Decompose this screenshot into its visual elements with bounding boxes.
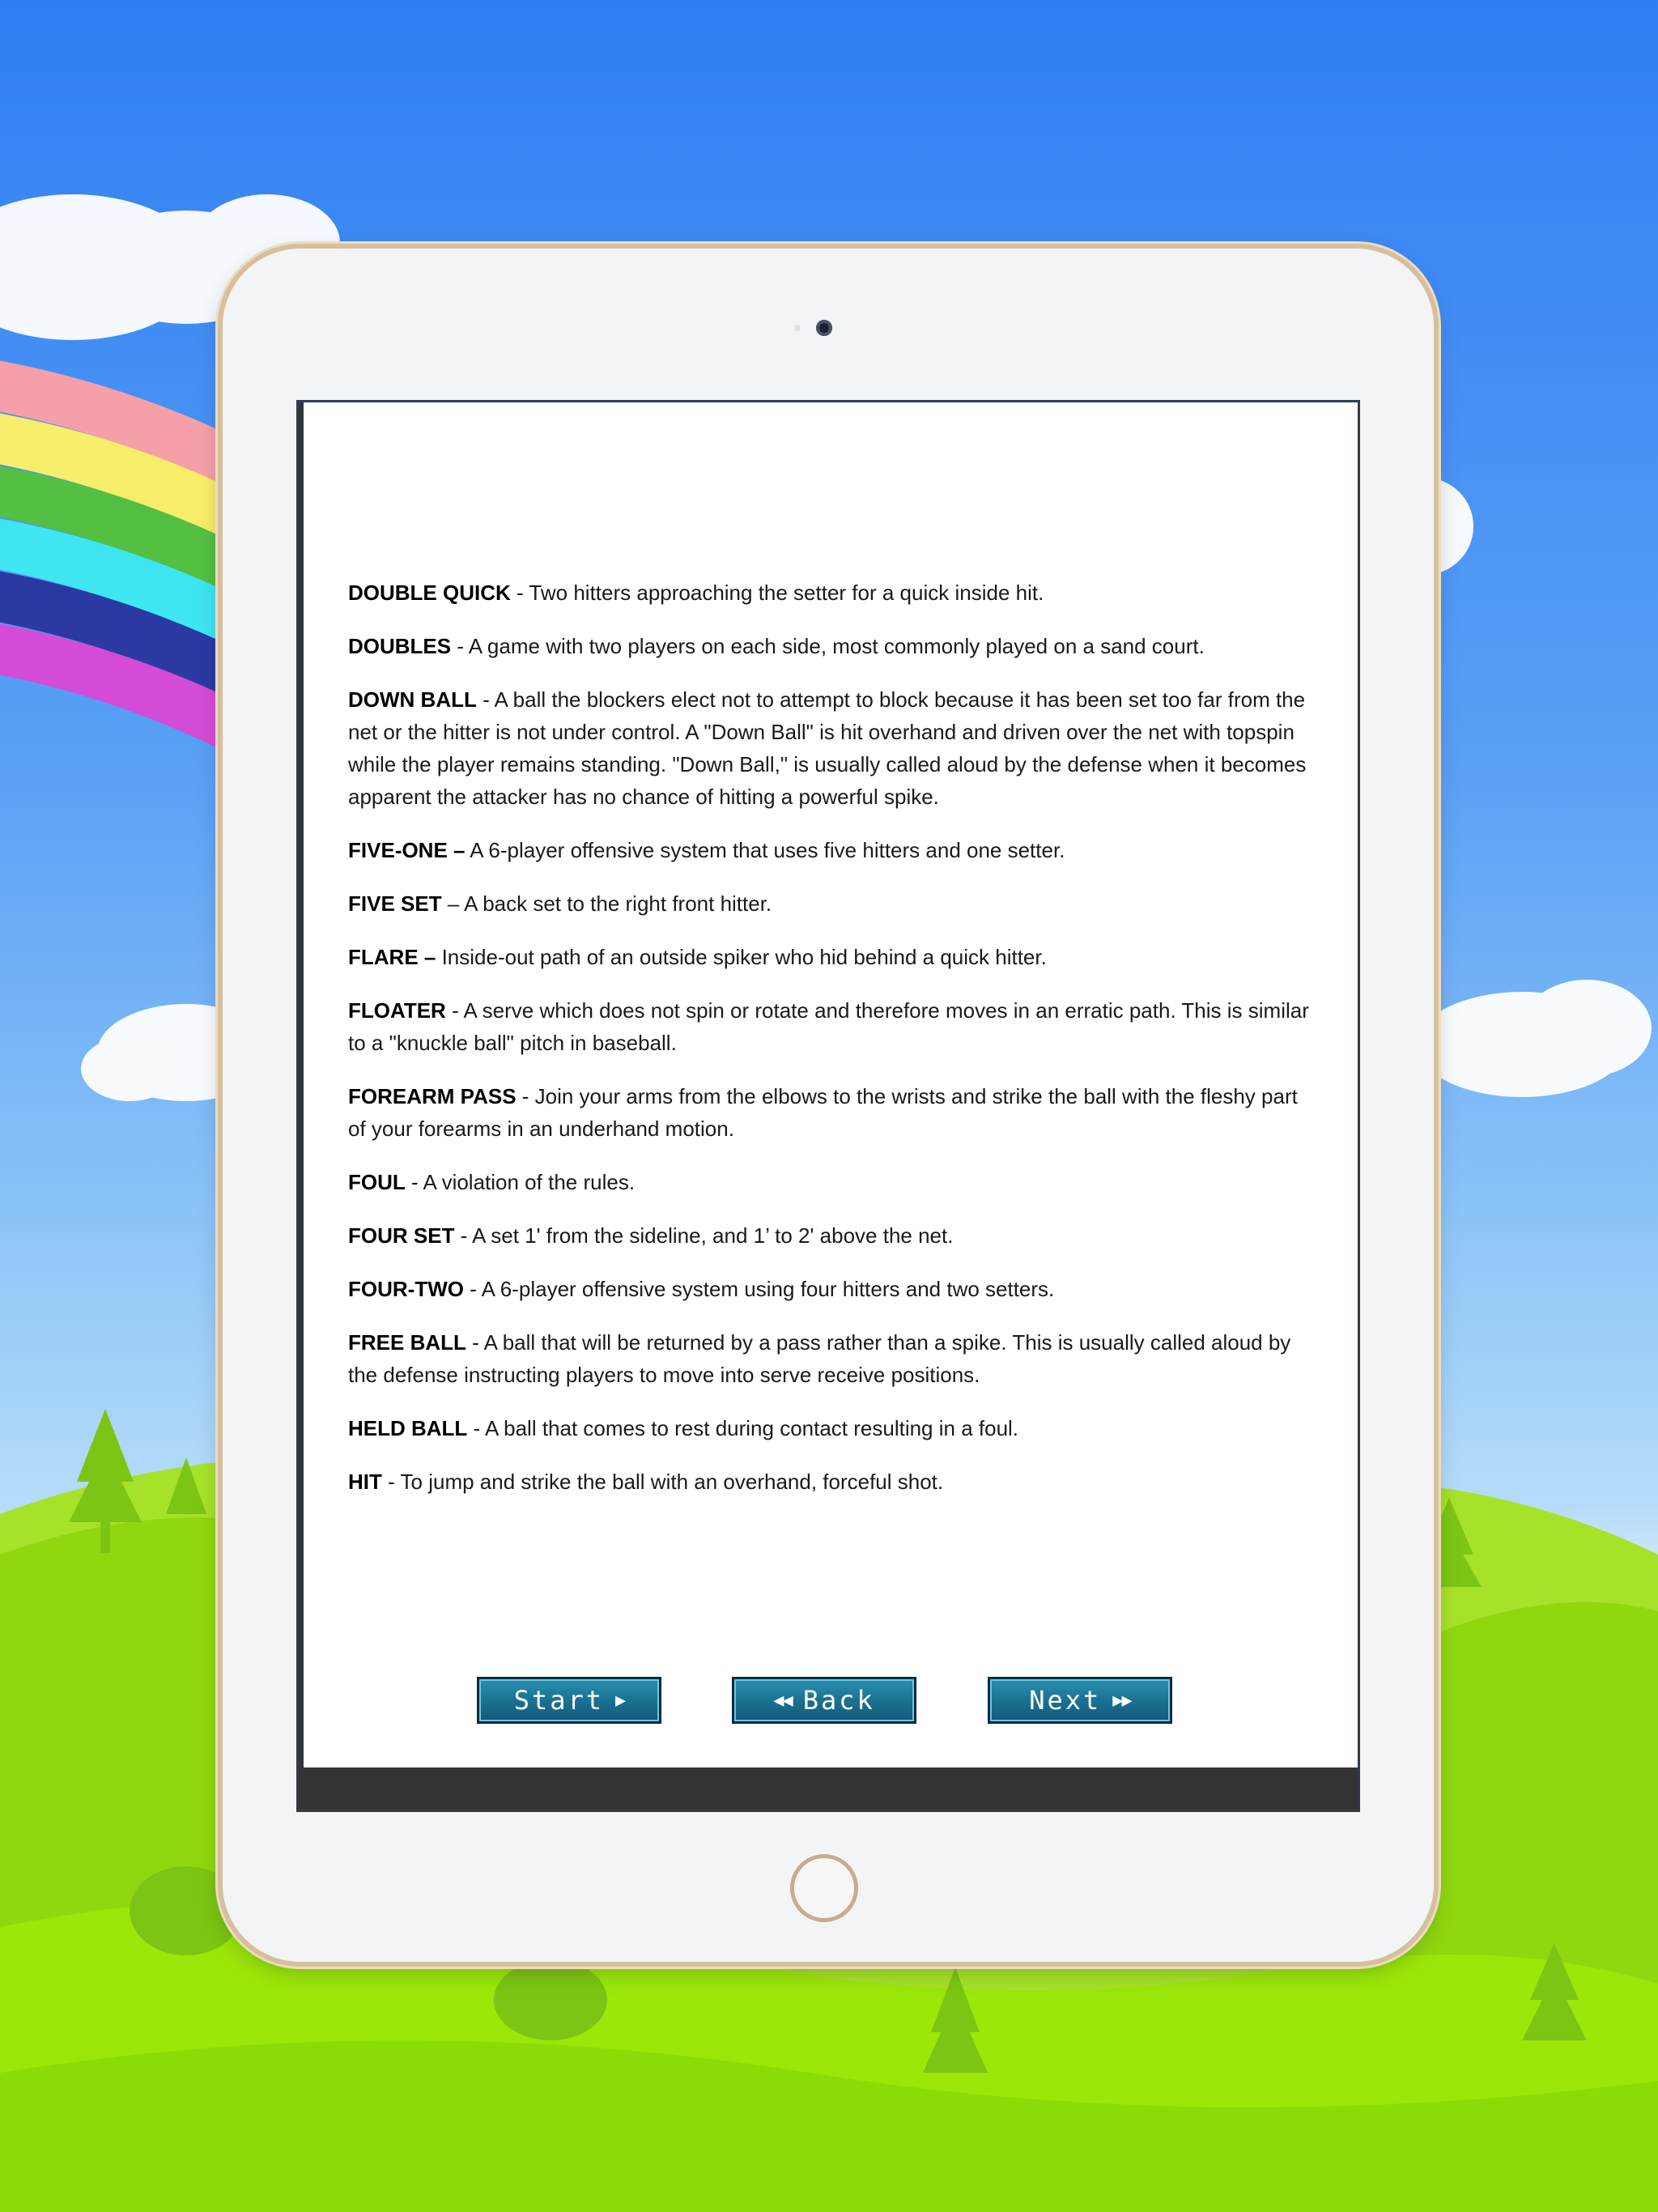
glossary-separator: - xyxy=(466,1330,484,1355)
glossary-definition: Two hitters approaching the setter for a quick inside hit. xyxy=(529,581,1044,605)
glossary-separator: - xyxy=(516,1084,535,1108)
glossary-term: DOUBLES xyxy=(348,634,452,658)
glossary-separator: - xyxy=(476,687,495,712)
glossary-definition: A 6-player offensive system using four hitters and two setters. xyxy=(481,1277,1055,1301)
glossary-definition: A set 1' from the sideline, and 1’ to 2' above the net. xyxy=(472,1223,954,1248)
glossary-definition: Join your arms from the elbows to the wrists and strike the ball with the fleshy part of your forearms in an underhand motion. xyxy=(348,1084,1298,1141)
glossary-term: DOWN BALL xyxy=(348,687,477,712)
rainbow xyxy=(0,381,259,741)
front-camera xyxy=(816,320,832,336)
glossary-definition: A violation of the rules. xyxy=(423,1170,636,1194)
glossary-term: FREE BALL xyxy=(348,1330,466,1355)
glossary-definition: A ball that comes to rest during contact resulting in a foul. xyxy=(485,1416,1019,1440)
glossary-entry xyxy=(348,576,1316,609)
glossary-term: FOREARM PASS xyxy=(348,1084,517,1108)
glossary-term: FLOATER xyxy=(348,998,446,1023)
start-button[interactable] xyxy=(477,1677,661,1724)
rewind-icon: ◀◀ xyxy=(773,1690,792,1711)
navigation-buttons xyxy=(299,1677,1358,1725)
glossary-term: DOUBLE QUICK xyxy=(348,581,511,605)
glossary-entry xyxy=(348,1219,1316,1252)
glossary-definition: A ball that will be returned by a pass rather than a spike. This is usually called aloud by the defense instructing players to move into serve receive positions. xyxy=(348,1330,1291,1387)
glossary-term: HELD BALL xyxy=(348,1416,468,1440)
glossary-separator xyxy=(436,945,441,969)
tablet-frame xyxy=(223,249,1434,1962)
glossary-entry xyxy=(348,887,1316,920)
glossary-term: HIT xyxy=(348,1470,382,1494)
glossary-entry xyxy=(348,683,1316,813)
glossary-entry xyxy=(348,1166,1316,1198)
glossary-term: FOUL xyxy=(348,1170,406,1194)
glossary-separator: - xyxy=(463,1277,482,1301)
glossary-definition: Inside-out path of an outside spiker who hid behind a quick hitter. xyxy=(441,945,1047,969)
glossary-term: FIVE SET xyxy=(348,891,442,916)
glossary-separator: – xyxy=(441,891,465,916)
play-icon: ▶ xyxy=(615,1690,625,1711)
sensor-dot xyxy=(794,325,801,331)
glossary-separator: - xyxy=(467,1416,485,1440)
glossary-definition: A serve which does not spin or rotate and therefore moves in an erratic path. This is similar to a "knuckle ball" pitch in baseball. xyxy=(348,998,1309,1055)
glossary-entry xyxy=(348,1412,1316,1444)
glossary-definition: A 6-player offensive system that uses five hitters and one setter. xyxy=(470,838,1065,862)
glossary-term: FLARE – xyxy=(348,945,436,969)
glossary-entry xyxy=(348,1465,1316,1498)
glossary-entry xyxy=(348,1080,1316,1145)
next-button-label: Next xyxy=(1029,1685,1102,1716)
glossary-term: FOUR-TWO xyxy=(348,1277,464,1301)
glossary-separator: - xyxy=(381,1470,401,1494)
glossary-entry xyxy=(348,630,1316,662)
glossary-list xyxy=(348,576,1316,1519)
glossary-separator: - xyxy=(405,1170,423,1194)
glossary-term: FIVE-ONE – xyxy=(348,838,466,862)
start-button-label: Start xyxy=(513,1685,605,1716)
home-button[interactable] xyxy=(790,1854,858,1922)
back-button-label: Back xyxy=(802,1685,875,1716)
glossary-entry xyxy=(348,994,1316,1059)
glossary-separator: - xyxy=(451,634,469,658)
tablet-screen xyxy=(296,400,1360,1812)
glossary-separator: - xyxy=(445,998,464,1023)
fast-forward-icon: ▶▶ xyxy=(1112,1690,1131,1711)
next-button[interactable] xyxy=(988,1677,1172,1724)
glossary-entry xyxy=(348,834,1316,866)
glossary-separator: - xyxy=(454,1223,473,1248)
glossary-definition: A ball the blockers elect not to attempt to block because it has been set too far from the net or the hitter is not under control. A "Down Ball" is hit overhand and driven over the net with topspin while the player remains standing. "Down Ball," is usually called aloud by the defense when it becomes apparent the attacker has no chance of hitting a powerful spike. xyxy=(348,687,1307,809)
glossary-entry xyxy=(348,1273,1316,1305)
glossary-definition: A game with two players on each side, most commonly played on a sand court. xyxy=(468,634,1205,658)
back-button[interactable] xyxy=(732,1677,916,1724)
bottom-bar xyxy=(299,1767,1358,1810)
glossary-separator: - xyxy=(510,581,529,605)
glossary-definition: A back set to the right front hitter. xyxy=(464,891,772,916)
glossary-entry xyxy=(348,941,1316,973)
glossary-definition: To jump and strike the ball with an overhand, forceful shot. xyxy=(400,1470,944,1494)
glossary-entry xyxy=(348,1326,1316,1391)
glossary-term: FOUR SET xyxy=(348,1223,455,1248)
